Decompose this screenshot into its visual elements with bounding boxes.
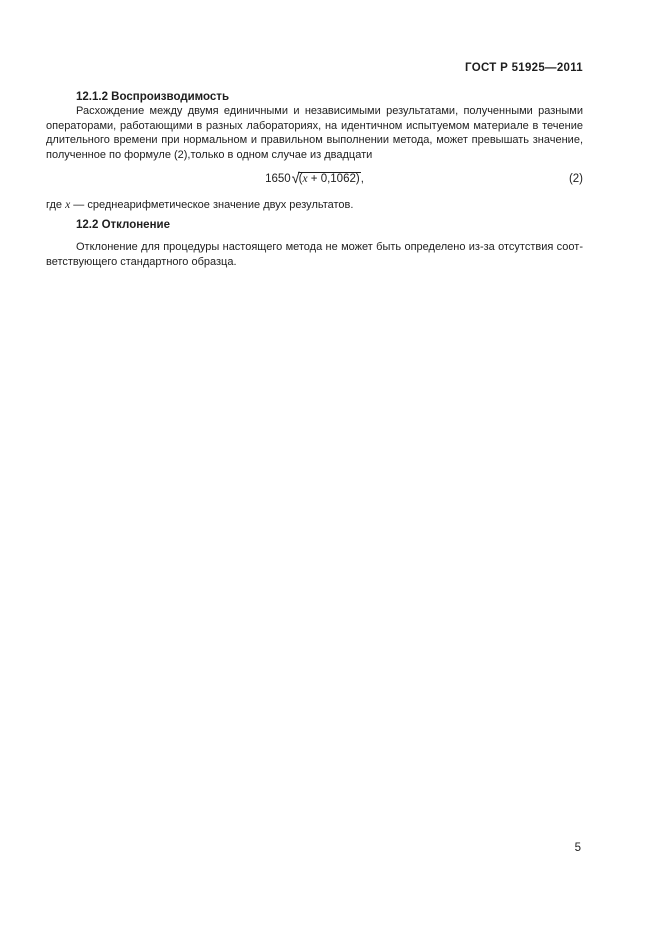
paragraph-line: длительного времени при нормальном и правильном выполнении метода, может превышать значение, <box>46 134 583 147</box>
paragraph-reproducibility <box>46 104 583 162</box>
where-variable-x: x <box>65 199 71 211</box>
equation-number: (2) <box>568 173 583 185</box>
paragraph-line: полученное по формуле (2),только в одном случае из двадцати <box>46 148 373 161</box>
radicand-rest: + 0,1062) <box>307 173 360 185</box>
where-prefix: где <box>46 199 66 211</box>
formula-row <box>46 170 583 188</box>
radicand-open-paren: ( <box>298 173 303 185</box>
where-clause <box>46 198 583 213</box>
where-definition: — среднеарифметическое значение двух результатов. <box>70 199 354 211</box>
document-header-designation: ГОСТ Р 51925—2011 <box>465 62 583 74</box>
square-root-icon: √ <box>291 171 300 187</box>
paragraph-line: ветствующего стандартного образца. <box>46 255 237 268</box>
page-number: 5 <box>574 842 581 854</box>
formula-radicand <box>298 172 361 186</box>
formula-expression <box>265 170 364 188</box>
paragraph-line: Отклонение для процедуры настоящего метода не может быть определено из-за отсутствия соот- <box>76 241 583 253</box>
formula-trailing-comma: , <box>360 173 364 185</box>
paragraph-line: Расхождение между двумя единичными и независимыми результатами, полученными разными <box>76 105 583 117</box>
paragraph-deviation <box>46 240 583 269</box>
paragraph-line: операторами, работающими в разных лабораториях, на идентичном испытуемом материале в течение <box>46 119 583 132</box>
section-heading-reproducibility: 12.1.2 Воспроизводимость <box>76 91 230 103</box>
radicand-variable-x: x <box>302 173 308 185</box>
text-column <box>46 0 583 935</box>
section-heading-deviation: 12.2 Отклонение <box>76 219 170 231</box>
formula-coefficient: 1650 <box>265 173 291 185</box>
